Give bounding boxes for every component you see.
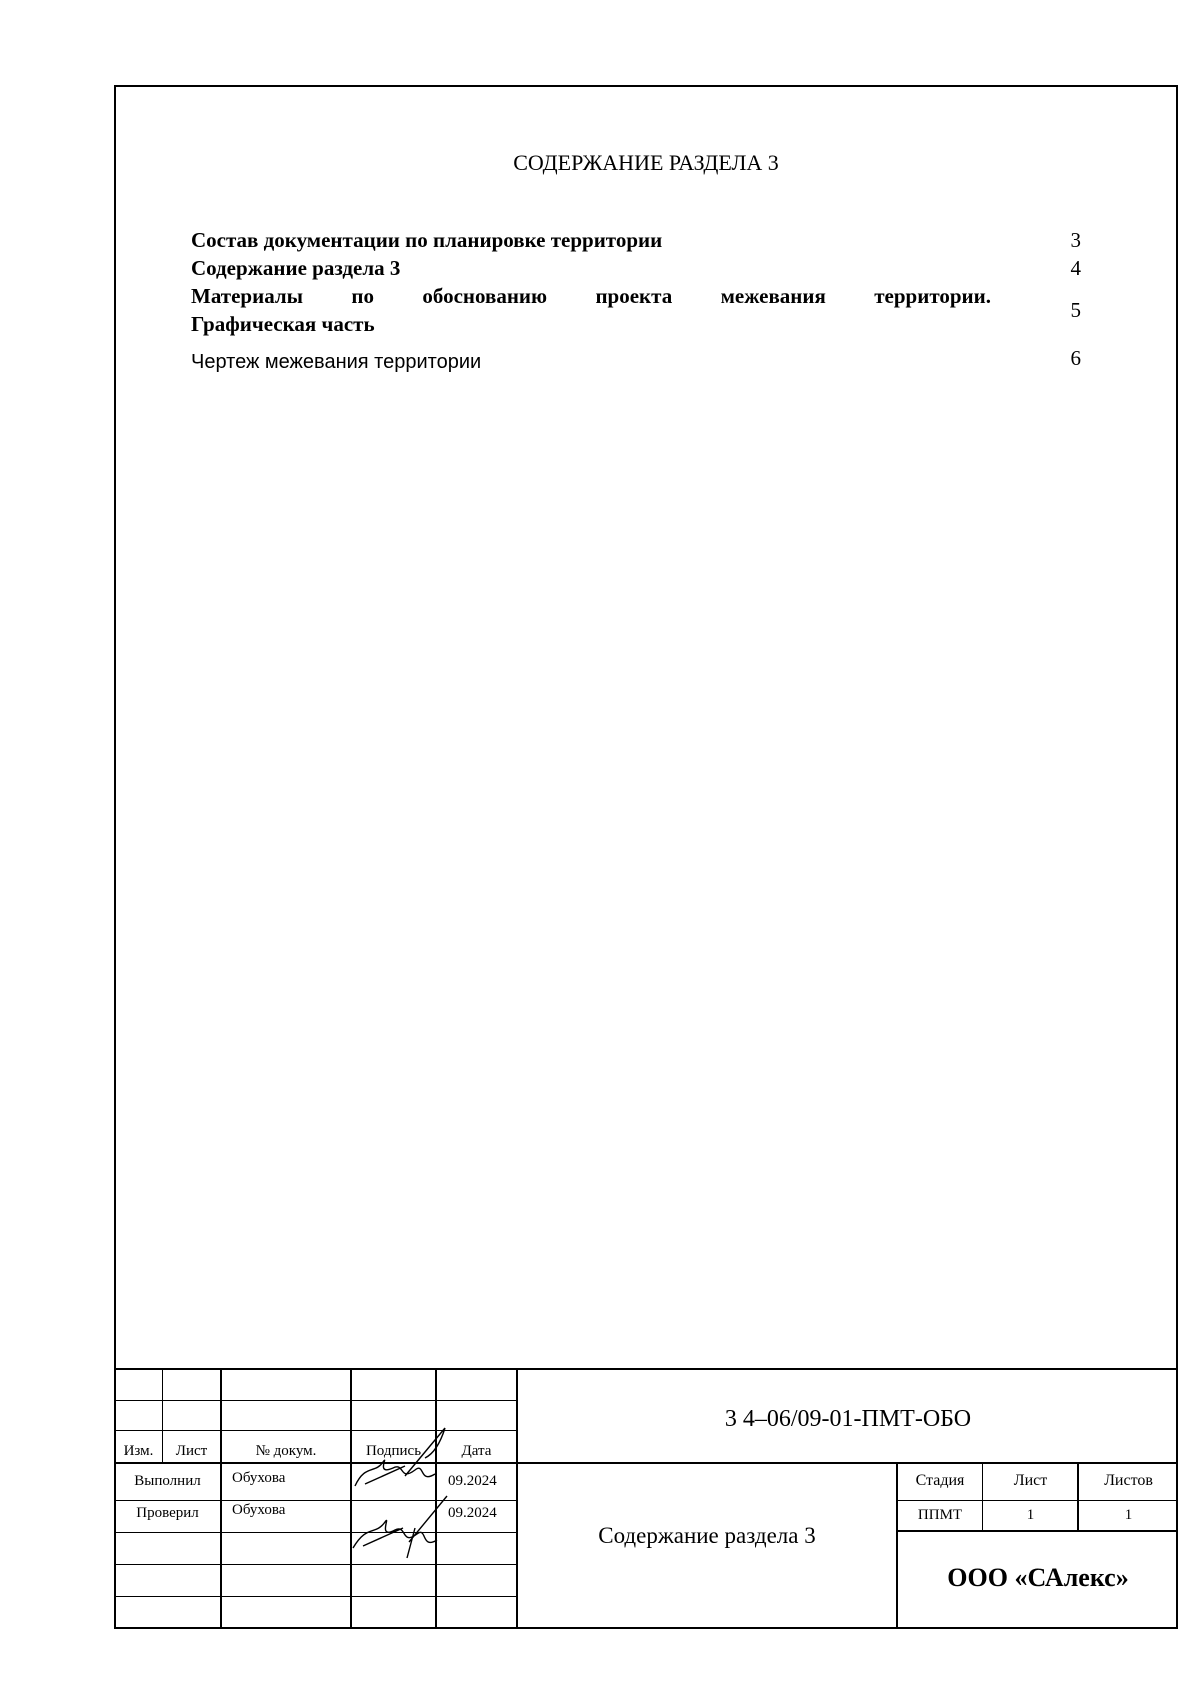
- sheet-label: Лист: [1013, 1472, 1048, 1489]
- toc-item: [191, 348, 1081, 376]
- toc-item-page: 5: [1070, 298, 1081, 322]
- sheets-label: Листов: [1104, 1472, 1153, 1489]
- toc-item-text: Состав документации по планировке территории: [191, 228, 663, 252]
- toc-item-text: Чертеж межевания территории: [191, 351, 482, 373]
- sheets-value: 1: [1124, 1507, 1133, 1523]
- checker-name: Обухова: [232, 1502, 286, 1518]
- company-name: ООО «САлекс»: [947, 1563, 1129, 1592]
- toc-item-page: 4: [1070, 256, 1081, 280]
- role-checked: Проверил: [136, 1505, 199, 1521]
- page-title: СОДЕРЖАНИЕ РАЗДЕЛА 3: [513, 150, 779, 175]
- stage-value: ППМТ: [917, 1507, 963, 1523]
- toc-item-page: 6: [1070, 346, 1081, 370]
- header-date: Дата: [461, 1443, 492, 1459]
- sheet-value: 1: [1026, 1507, 1035, 1523]
- role-performed: Выполнил: [134, 1473, 201, 1489]
- toc-item: [191, 282, 1081, 338]
- header-list: Лист: [175, 1443, 208, 1459]
- toc-item: [191, 254, 1081, 282]
- toc-item-text: Содержание раздела 3: [191, 256, 401, 280]
- document-code: 3 4–06/09-01-ПМТ-ОБО: [724, 1406, 972, 1432]
- toc-item: [191, 226, 1081, 254]
- header-izm: Изм.: [123, 1443, 154, 1459]
- performer-name: Обухова: [232, 1470, 286, 1486]
- section-name: Содержание раздела 3: [598, 1523, 816, 1548]
- signature-image: [345, 1488, 465, 1568]
- toc-item-text-continued: Графическая часть: [191, 312, 375, 336]
- checker-date: 09.2024: [448, 1505, 497, 1521]
- stage-label: Стадия: [915, 1472, 965, 1489]
- header-signature: Подпись: [365, 1443, 422, 1459]
- performer-date: 09.2024: [448, 1473, 497, 1489]
- toc-item-text: Материалы по обоснованию проекта межевания территории.: [191, 284, 991, 308]
- header-doc-no: № докум.: [255, 1443, 317, 1459]
- toc-item-page: 3: [1070, 228, 1081, 252]
